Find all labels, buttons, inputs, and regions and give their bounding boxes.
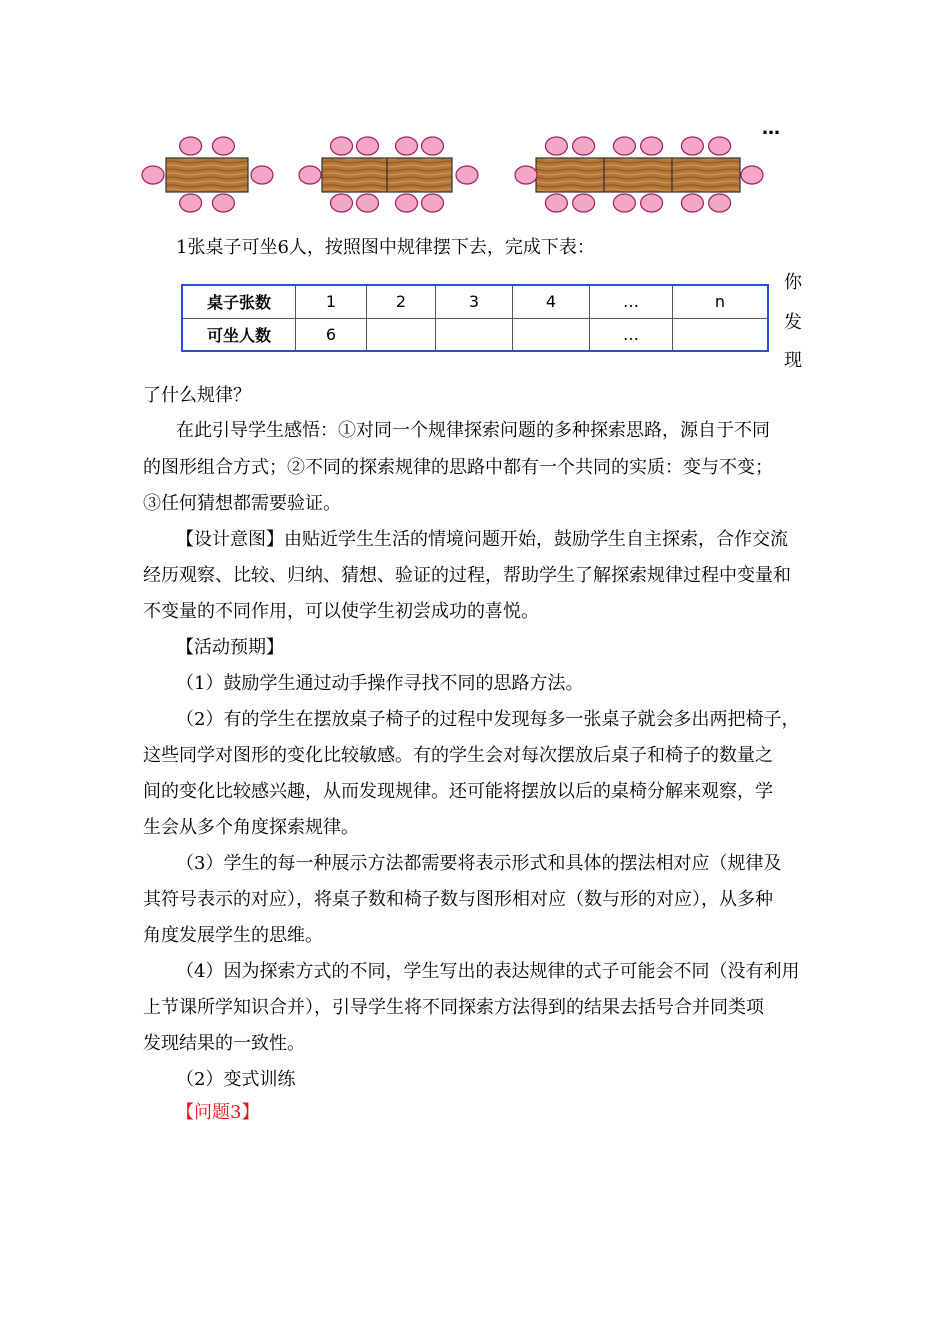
chair-icon — [545, 137, 567, 155]
table-cell: … — [590, 318, 673, 351]
chair-icon — [331, 194, 353, 212]
chair-icon — [545, 194, 567, 212]
seating-figure — [0, 0, 950, 230]
table-icon — [604, 158, 672, 192]
table-cell: 桌子张数 — [182, 285, 296, 318]
chair-icon — [515, 166, 537, 184]
seating-table — [181, 284, 769, 352]
chair-icon — [681, 137, 703, 155]
intro-text: 1张桌子可坐6人，按照图中规律摆下去，完成下表： — [176, 237, 595, 258]
chair-icon — [709, 194, 731, 212]
chair-icon — [573, 137, 595, 155]
table-icon — [672, 158, 740, 192]
chair-icon — [456, 166, 478, 184]
chair-icon — [180, 194, 202, 212]
table-cell: … — [590, 285, 673, 318]
table-cell: n — [673, 285, 769, 318]
chair-icon — [422, 137, 444, 155]
chair-icon — [396, 137, 418, 155]
paragraph-line: （2）有的学生在摆放桌子椅子的过程中发现每多一张桌子就会多出两把椅子， — [176, 709, 800, 730]
table-cell — [673, 318, 769, 351]
side-char: 发 — [784, 312, 802, 333]
chair-icon — [641, 137, 663, 155]
table-cell: 可坐人数 — [182, 318, 296, 351]
paragraph-line: 经历观察、比较、归纳、猜想、验证的过程，帮助学生了解探索规律过程中变量和 — [143, 565, 791, 586]
table-icon — [166, 158, 248, 192]
chair-icon — [142, 166, 164, 184]
problem-label: 【问题3】 — [176, 1102, 260, 1123]
paragraph-line: 在此引导学生感悟：①对同一个规律探索问题的多种探索思路，源自于不同 — [176, 420, 770, 441]
chair-icon — [641, 194, 663, 212]
table-cell — [367, 318, 436, 351]
paragraph-line: 不变量的不同作用，可以使学生初尝成功的喜悦。 — [143, 601, 539, 622]
side-char: 现 — [784, 350, 802, 371]
paragraph-line: （1）鼓励学生通过动手操作寻找不同的思路方法。 — [176, 673, 584, 694]
paragraph-line: 其符号表示的对应），将桌子数和椅子数与图形相对应（数与形的对应），从多种 — [143, 889, 773, 910]
chair-icon — [613, 137, 635, 155]
paragraph-line: 这些同学对图形的变化比较敏感。有的学生会对每次摆放后桌子和椅子的数量之 — [143, 745, 773, 766]
table-cell: 3 — [436, 285, 513, 318]
table-icon — [387, 158, 452, 192]
paragraph-line: 【设计意图】由贴近学生生活的情境问题开始，鼓励学生自主探索，合作交流 — [176, 529, 788, 550]
table-row — [182, 285, 768, 318]
chair-icon — [357, 194, 379, 212]
paragraph-line: 间的变化比较感兴趣，从而发现规律。还可能将摆放以后的桌椅分解来观察，学 — [143, 781, 773, 802]
chair-icon — [331, 137, 353, 155]
paragraph-line: 上节课所学知识合并），引导学生将不同探索方法得到的结果去括号合并同类项 — [143, 997, 764, 1018]
chair-icon — [613, 194, 635, 212]
chair-icon — [299, 166, 321, 184]
chair-icon — [741, 166, 763, 184]
paragraph-line: （3）学生的每一种展示方法都需要将表示形式和具体的摆法相对应（规律及 — [176, 853, 782, 874]
table-row — [182, 318, 768, 351]
table-cell: 1 — [296, 285, 367, 318]
chair-icon — [709, 137, 731, 155]
paragraph-line: 生会从多个角度探索规律。 — [143, 817, 359, 838]
chair-icon — [357, 137, 379, 155]
table-cell: 4 — [513, 285, 590, 318]
section-heading: （2）变式训练 — [176, 1069, 296, 1090]
chair-icon — [212, 194, 234, 212]
figure-ellipsis: … — [762, 118, 780, 139]
chair-icon — [573, 194, 595, 212]
chair-icon — [396, 194, 418, 212]
question-end: 了什么规律？ — [143, 385, 251, 406]
table-icon — [536, 158, 604, 192]
paragraph-line: 的图形组合方式；②不同的探索规律的思路中都有一个共同的实质：变与不变； — [143, 457, 773, 478]
paragraph-line: （4）因为探索方式的不同，学生写出的表达规律的式子可能会不同（没有利用 — [176, 961, 800, 982]
side-char: 你 — [784, 272, 802, 293]
table-cell — [513, 318, 590, 351]
paragraph-line: 角度发展学生的思维。 — [143, 925, 323, 946]
paragraph-line: 发现结果的一致性。 — [143, 1033, 305, 1054]
chair-icon — [681, 194, 703, 212]
table-icon — [322, 158, 387, 192]
table-cell: 6 — [296, 318, 367, 351]
table-cell: 2 — [367, 285, 436, 318]
table-cell — [436, 318, 513, 351]
chair-icon — [422, 194, 444, 212]
chair-icon — [212, 137, 234, 155]
chair-icon — [251, 166, 273, 184]
section-heading: 【活动预期】 — [176, 637, 284, 658]
paragraph-line: ③任何猜想都需要验证。 — [143, 493, 341, 514]
chair-icon — [180, 137, 202, 155]
